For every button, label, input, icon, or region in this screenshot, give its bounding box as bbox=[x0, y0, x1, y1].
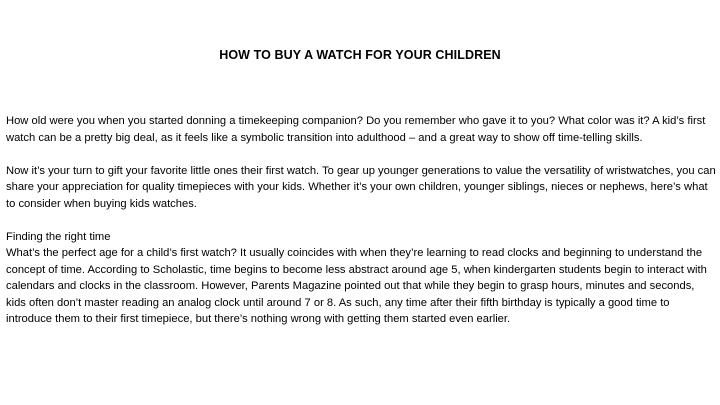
intro-paragraph: How old were you when you started donning a timekeeping companion? Do you remember who gave it to you? What color was it? A kid’s first watch can be a pretty big deal, as it feels like a symbolic transition into adulthood – and a great way to show off time-telling skills. bbox=[6, 115, 706, 144]
paragraph-spacer bbox=[6, 146, 716, 163]
page-title: HOW TO BUY A WATCH FOR YOUR CHILDREN bbox=[219, 48, 501, 62]
body-text bbox=[6, 113, 716, 328]
section-heading: Finding the right time bbox=[6, 230, 111, 243]
gift-paragraph: Now it’s your turn to gift your favorite little ones their first watch. To gear up younger generations to value the versatility of wristwatches, you can share your appreciation for quality timepieces with your kids. Whether it’s your own children, younger siblings, nieces or nephews, here’s what to consider when buying kids watches. bbox=[6, 164, 716, 210]
paragraph-spacer bbox=[6, 212, 716, 229]
age-paragraph: What’s the perfect age for a child’s first watch? It usually coincides with when they’re learning to read clocks and beginning to understand the concept of time. According to Scholastic, time begins to become less abstract around age 5, when kindergarten students begin to interact with calendars and clocks in the classroom. However, Parents Magazine pointed out that while they begin to grasp hours, minutes and seconds, kids often don’t master reading an analog clock until around 7 or 8. As such, any time after their fifth birthday is typically a good time to introduce them to their first timepiece, but there’s nothing wrong with getting them started even earlier. bbox=[6, 247, 707, 325]
